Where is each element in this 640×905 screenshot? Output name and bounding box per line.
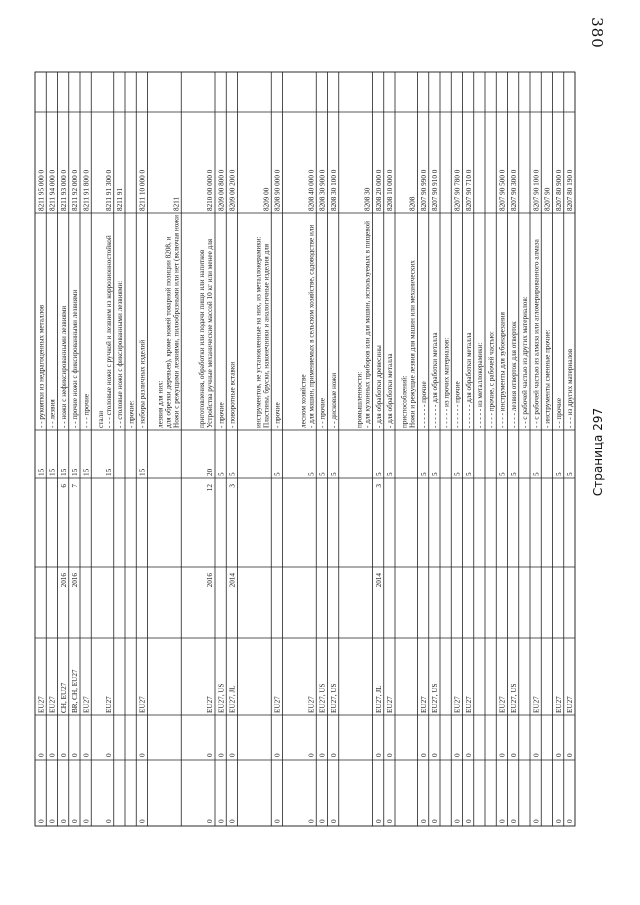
table-row [274, 169, 282, 823]
cell-rate: 5 [217, 472, 226, 476]
cell-col4: 12 [206, 484, 214, 492]
cell-code: 8211 93 000 0 [59, 169, 68, 211]
cell-description: для обрезки деревьев), кроме ножей товарной позиции 8208, и [164, 236, 173, 428]
cell-col7: 0 [104, 753, 113, 757]
cell-col7: 0 [206, 753, 214, 757]
cell-rate: 5 [329, 472, 338, 476]
cell-code: 8207 90 910 0 [431, 169, 439, 211]
cell-rate: 5 [453, 472, 462, 476]
table-row [299, 169, 315, 823]
cell-col8: 0 [217, 819, 226, 823]
cell-col8: 0 [464, 819, 473, 823]
cell-code: 8211 92 000 0 [71, 169, 79, 211]
cell-col5: 2014 [374, 573, 383, 588]
cell-rate: 5 [566, 472, 574, 476]
table-row [487, 331, 495, 428]
table-row [254, 187, 270, 428]
cell-rate: 15 [138, 468, 147, 476]
table-row [82, 170, 90, 823]
cell-description: приспособлений: [400, 375, 409, 428]
table-row [566, 169, 574, 823]
table-row [544, 187, 552, 428]
cell-col5: 2016 [71, 573, 79, 588]
table-row [217, 169, 225, 823]
cell-col8: 0 [566, 819, 574, 823]
cell-rate: 15 [82, 468, 91, 476]
cell-col6: EU27 [566, 696, 574, 713]
cell-col8: 0 [386, 819, 394, 823]
cell-col8: 0 [82, 819, 91, 823]
cell-col7: 0 [419, 753, 428, 757]
cell-col7: 0 [228, 753, 237, 757]
cell-col6: EU27 [48, 696, 57, 713]
cell-description: - - - - - из прочих материалов: [442, 337, 451, 428]
cell-col8: 0 [273, 819, 282, 823]
cell-code: 8207 90 710 0 [464, 169, 473, 211]
cell-col7: 0 [566, 753, 574, 757]
cell-col7: 0 [37, 753, 46, 757]
page-footer: Страница 297 [591, 407, 605, 497]
cell-col8: 0 [228, 819, 237, 823]
table-row [510, 169, 518, 823]
cell-description: - для кухонных приборов или для машин, используемых в пищевой [363, 221, 372, 428]
cell-code: 8211 91 300 0 [104, 169, 113, 211]
cell-description: - - - столовые ножи с ручкой и лезвием из коррозионностойкой [104, 235, 113, 428]
cell-col6: EU27 [307, 696, 316, 713]
table-row [476, 343, 484, 428]
cell-col8: 0 [419, 819, 428, 823]
cell-col7: 0 [554, 753, 563, 757]
cell-col7: 0 [532, 753, 541, 757]
cell-code: 8208 10 000 0 [386, 169, 394, 211]
cell-code: 8209 00 800 0 [217, 169, 226, 211]
cell-col8: 0 [498, 819, 507, 823]
cell-description: - - лезвия [48, 399, 57, 428]
cell-col8: 0 [509, 819, 518, 823]
cell-col6: CH, EU27 [59, 682, 68, 713]
cell-col7: 0 [453, 753, 462, 757]
cell-col8: 0 [532, 819, 541, 823]
cell-description: - - с рабочей частью из алмаза или агломерированного алмаза [532, 239, 541, 428]
table-row [198, 169, 214, 823]
cell-description: - - - - - - прочие [419, 381, 428, 428]
cell-col6: EU27 [82, 696, 91, 713]
cell-description: Ножи и режущие лезвия для машин или механических [408, 260, 417, 428]
cell-description: - - - - прочие, с рабочей частью: [487, 331, 496, 428]
cell-col7: 0 [509, 753, 518, 757]
cell-col7: 0 [318, 753, 327, 757]
cell-col6: EU27 [554, 696, 563, 713]
cell-description: - - прочие [554, 398, 563, 428]
cell-code: 8208 30 100 0 [329, 169, 338, 211]
cell-rate: 5 [386, 472, 394, 476]
cell-description: - - - из других материалов [566, 348, 574, 428]
cell-col6: EU27 [464, 696, 473, 713]
table-row [356, 187, 372, 428]
cell-col8: 0 [554, 819, 563, 823]
cell-rate: 5 [532, 472, 541, 476]
table-row [330, 169, 338, 823]
table-grid [35, 72, 575, 826]
cell-col7: 0 [71, 753, 79, 757]
cell-code: 8207 90 500 0 [498, 169, 507, 211]
table-row [532, 169, 540, 823]
cell-description: - - - - лезвия отверток для отверток [509, 321, 518, 428]
cell-col8: 0 [59, 819, 68, 823]
cell-col8: 0 [48, 819, 57, 823]
table-row [97, 170, 113, 823]
cell-col6: EU27 [532, 696, 541, 713]
cell-col8: 0 [104, 819, 113, 823]
cell-col6: EU27 [498, 696, 507, 713]
cell-code: 8211 [172, 196, 181, 211]
cell-rate: 15 [37, 468, 46, 476]
cell-description: - поворотные вставки [228, 361, 237, 428]
cell-rate: 15 [59, 468, 68, 476]
cell-description: - инструменты сменные прочие: [543, 329, 552, 428]
cell-description: - - - - - - прочие [453, 381, 462, 428]
cell-col4: 7 [71, 484, 79, 488]
cell-col6: EU27, US [509, 683, 518, 713]
cell-description: - - - прочие [82, 393, 91, 428]
cell-code: 8207 90 990 0 [419, 169, 428, 211]
cell-description: - прочие [217, 402, 226, 428]
cell-description: - - столовые ножи с фиксированными лезвиями: [116, 280, 124, 428]
cell-description: - - - - - - для обработки металла [431, 332, 439, 428]
cell-description: Пластины, бруски, наконечники и аналогичные изделия для [262, 243, 271, 428]
cell-description: - прочие [273, 402, 282, 428]
cell-description: - - рукоятки из недрагоценных металлов [37, 304, 46, 428]
cell-description: - для обработки металла [386, 353, 394, 428]
cell-code: 8208 30 900 0 [318, 169, 327, 211]
cell-rate: 5 [307, 472, 316, 476]
table-row [420, 169, 428, 823]
cell-description: - - прочие ножи с фиксированными лезвиями [71, 289, 79, 428]
cell-code: 8208 [408, 196, 417, 211]
cell-col8: 0 [431, 819, 439, 823]
cell-col5: 2014 [228, 573, 237, 588]
cell-col6: BR, CH, EU27 [71, 669, 79, 713]
cell-description: - - - - - из металлокерамики: [476, 342, 484, 428]
cell-description: инструментов, не установленные на них, из металлокерамики: [254, 236, 263, 428]
table-row [229, 169, 237, 823]
cell-description: - - - - - - для обработки металла [464, 332, 473, 428]
cell-col7: 0 [217, 753, 226, 757]
cell-col7: 0 [431, 753, 439, 757]
cell-code: 8211 91 [116, 187, 124, 211]
cell-col6: EU27 [453, 696, 462, 713]
table-row [465, 169, 473, 823]
cell-col6: EU27 [37, 696, 46, 713]
cell-code: 8211 95 000 0 [37, 169, 46, 211]
cell-col7: 0 [59, 753, 68, 757]
cell-col6: EU27, US [318, 683, 327, 713]
cell-code: 8207 80 190 0 [566, 169, 574, 211]
cell-code: 8208 30 [363, 187, 372, 211]
cell-col4: 6 [59, 484, 68, 488]
table-text [37, 169, 574, 823]
cell-code: 8208 20 000 0 [374, 169, 383, 211]
table-row [431, 169, 439, 823]
cell-col8: 0 [374, 819, 383, 823]
cell-col5: 2016 [206, 573, 214, 588]
cell-col7: 0 [48, 753, 57, 757]
table-row [139, 170, 147, 823]
cell-rate: 15 [71, 468, 79, 476]
cell-col7: 0 [138, 753, 147, 757]
cell-rate: 5 [374, 472, 383, 476]
table-row [49, 170, 57, 823]
cell-description: лезвия для них: [156, 380, 165, 428]
cell-rate: 5 [273, 472, 282, 476]
cell-description: промышленности: [355, 371, 364, 428]
cell-description: - для машин, применяемых в сельском хозяйстве, садоводстве или [307, 224, 316, 428]
cell-col6: EU27, JL [374, 685, 383, 713]
cell-col8: 0 [453, 819, 462, 823]
cell-code: 8211 10 000 0 [138, 169, 147, 211]
table-row [442, 338, 450, 428]
table-row [521, 296, 529, 428]
cell-description: - наборы различных изделий [138, 339, 147, 428]
cell-col7: 0 [307, 753, 316, 757]
cell-description: - для обработки древесины [374, 345, 383, 428]
cell-code: 8211 94 000 0 [48, 169, 57, 211]
table-row [116, 188, 124, 428]
cell-code: 8211 91 800 0 [82, 169, 91, 211]
cell-code: 8207 90 300 0 [509, 169, 518, 211]
cell-col5: 2016 [59, 573, 68, 588]
cell-code: 8208 40 000 0 [307, 169, 316, 211]
cell-col7: 0 [498, 753, 507, 757]
cell-col7: 0 [374, 753, 383, 757]
cell-rate: 5 [419, 472, 428, 476]
cell-rate: 5 [318, 472, 327, 476]
cell-description: стали [96, 410, 105, 428]
cell-col8: 0 [318, 819, 327, 823]
cell-col6: EU27, US [431, 683, 439, 713]
cell-col7: 0 [82, 753, 91, 757]
cell-rate: 5 [228, 472, 237, 476]
table-row [71, 170, 79, 823]
cell-description: - - прочие [318, 398, 327, 428]
cell-rate: 20 [206, 468, 214, 476]
cell-code: 8207 80 900 0 [554, 169, 563, 211]
cell-col6: EU27, US [217, 683, 226, 713]
cell-col4: 3 [228, 484, 237, 488]
cell-code: 8207 90 [543, 187, 552, 211]
cell-col6: EU27 [386, 696, 394, 713]
table-row [127, 400, 135, 428]
cell-col6: EU27 [138, 696, 147, 713]
table-row [499, 169, 507, 823]
table-row [156, 196, 180, 428]
cell-rate: 5 [431, 472, 439, 476]
table-row [386, 169, 394, 823]
cell-col6: EU27 [206, 696, 214, 713]
cell-description: лесном хозяйстве [299, 374, 308, 428]
cell-col8: 0 [206, 819, 214, 823]
cell-rate: 5 [509, 472, 518, 476]
cell-description: - - - - инструменты для зубонарезания [498, 312, 507, 428]
cell-col8: 0 [329, 819, 338, 823]
cell-rate: 15 [48, 468, 57, 476]
cell-code: 8207 90 100 0 [532, 169, 541, 211]
cell-col7: 0 [329, 753, 338, 757]
table-row [454, 169, 462, 823]
cell-description: приготовления, обработки или подачи пищи или напитков [198, 249, 206, 428]
cell-col6: EU27, US [329, 683, 338, 713]
cell-rate: 5 [554, 472, 563, 476]
cell-col6: EU27 [419, 696, 428, 713]
cell-col8: 0 [307, 819, 316, 823]
cell-description: - - ножи с нефиксированными лезвиями [59, 305, 68, 428]
cell-code: 8209 00 [262, 187, 271, 211]
cell-description: Устройства ручные механические массой 10 кг или менее для [206, 238, 214, 428]
page-corner-number: 380 [587, 17, 606, 49]
table-row [319, 169, 327, 823]
table-row [555, 169, 563, 823]
cell-col6: EU27, JL [228, 685, 237, 713]
cell-rate: 5 [498, 472, 507, 476]
table-border [35, 72, 575, 826]
cell-rate: 5 [464, 472, 473, 476]
cell-col4: 3 [374, 484, 383, 488]
cell-description: - - дисковые ножи [329, 372, 338, 428]
cell-description: - - с рабочей частью из других материалов: [521, 296, 529, 428]
cell-col7: 0 [464, 753, 473, 757]
cell-col6: EU27 [104, 696, 113, 713]
table-row [60, 170, 68, 823]
cell-col8: 0 [71, 819, 79, 823]
table-row [37, 170, 45, 823]
cell-col6: EU27 [273, 696, 282, 713]
cell-col7: 0 [386, 753, 394, 757]
table-row [401, 196, 417, 428]
cell-code: 8210 00 000 0 [206, 169, 214, 211]
cell-code: 8207 90 780 0 [453, 169, 462, 211]
cell-code: 8209 00 200 0 [228, 169, 237, 211]
cell-description: - прочие: [127, 400, 136, 428]
cell-rate: 15 [104, 468, 113, 476]
table-row [375, 169, 383, 823]
cell-col7: 0 [273, 753, 282, 757]
cell-col8: 0 [37, 819, 46, 823]
cell-code: 8208 90 000 0 [273, 169, 282, 211]
cell-col8: 0 [138, 819, 147, 823]
cell-description: Ножи с режущими лезвиями, пилообразными или нет (включая ножи [172, 215, 181, 428]
